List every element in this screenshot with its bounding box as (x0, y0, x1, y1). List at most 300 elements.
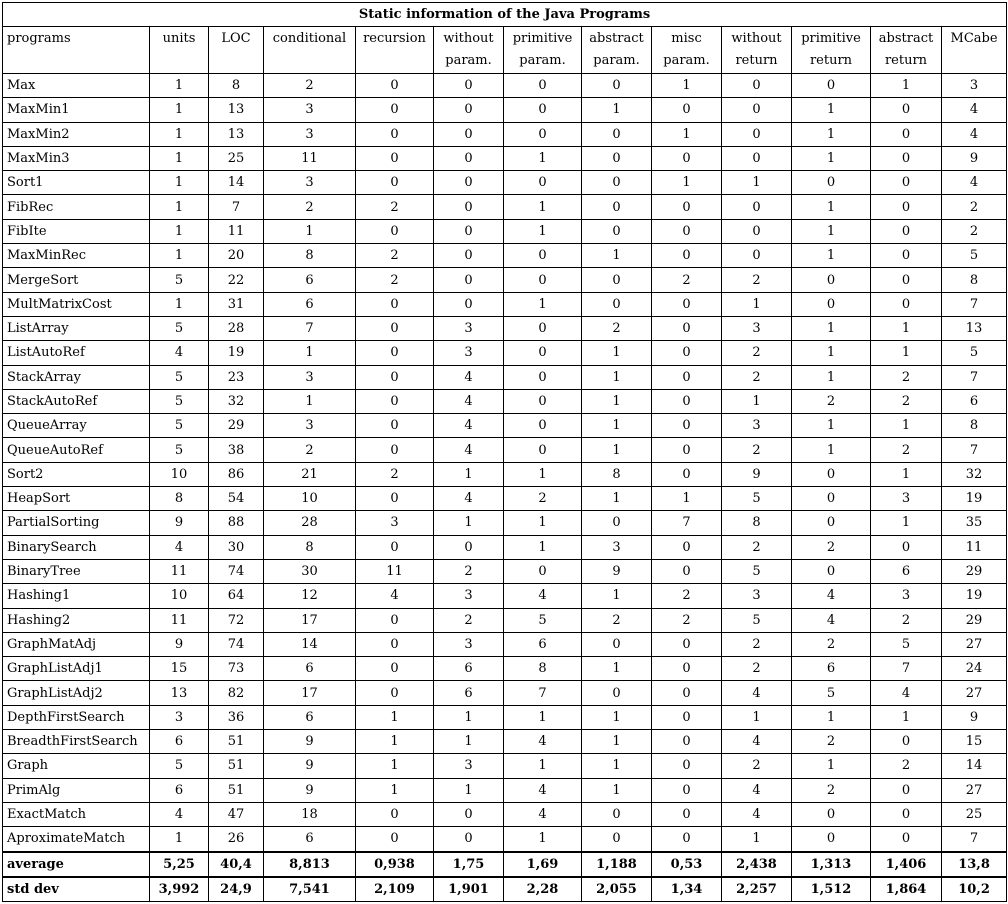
value-cell: 0 (434, 535, 504, 559)
value-cell: 0 (434, 122, 504, 146)
table-row (3, 827, 1007, 852)
column-header (942, 27, 1007, 74)
value-cell: 0 (504, 365, 582, 389)
value-cell: 1 (871, 316, 942, 340)
value-cell: 64 (209, 584, 264, 608)
column-header (434, 27, 504, 74)
program-name-cell: Sort2 (3, 462, 150, 486)
value-cell: 1 (150, 292, 209, 316)
value-cell: 1 (582, 657, 652, 681)
column-header (792, 27, 871, 74)
value-cell: 0 (652, 632, 722, 656)
value-cell: 11 (150, 559, 209, 583)
value-cell: 0 (356, 171, 434, 195)
value-cell: 4 (792, 584, 871, 608)
value-cell: 0 (871, 778, 942, 802)
value-cell: 0 (504, 268, 582, 292)
value-cell: 5 (150, 754, 209, 778)
table-row (3, 122, 1007, 146)
value-cell: 8 (150, 487, 209, 511)
value-cell: 0 (792, 462, 871, 486)
value-cell: 5 (150, 438, 209, 462)
value-cell: 2 (722, 268, 792, 292)
program-name-cell: GraphMatAdj (3, 632, 150, 656)
program-name-cell: DepthFirstSearch (3, 705, 150, 729)
program-name-cell: MergeSort (3, 268, 150, 292)
value-cell: 0 (582, 74, 652, 98)
value-cell: 0 (582, 511, 652, 535)
value-cell: 1 (722, 389, 792, 413)
value-cell: 3 (434, 754, 504, 778)
value-cell: 0 (356, 535, 434, 559)
column-header (3, 27, 150, 74)
value-cell: 26 (209, 827, 264, 852)
value-cell: 4 (434, 487, 504, 511)
value-cell: 5 (150, 389, 209, 413)
value-cell: 0 (434, 802, 504, 826)
value-cell: 4 (722, 802, 792, 826)
value-cell: 1 (871, 511, 942, 535)
value-cell: 6 (264, 292, 356, 316)
value-cell: 0,938 (356, 852, 434, 877)
program-name-cell: ExactMatch (3, 802, 150, 826)
table-row (3, 632, 1007, 656)
program-name-cell: average (3, 852, 150, 877)
value-cell: 1 (504, 462, 582, 486)
value-cell: 74 (209, 632, 264, 656)
value-cell: 1 (582, 389, 652, 413)
table-row (3, 608, 1007, 632)
value-cell: 1 (356, 705, 434, 729)
value-cell: 0 (582, 632, 652, 656)
value-cell: 1 (434, 730, 504, 754)
value-cell: 0 (652, 389, 722, 413)
program-name-cell: FibRec (3, 195, 150, 219)
value-cell: 0 (582, 146, 652, 170)
value-cell: 5 (150, 365, 209, 389)
value-cell: 4 (356, 584, 434, 608)
value-cell: 1 (150, 827, 209, 852)
value-cell: 9 (150, 632, 209, 656)
value-cell: 0 (871, 122, 942, 146)
value-cell: 0 (504, 244, 582, 268)
table-row (3, 681, 1007, 705)
value-cell: 0 (582, 681, 652, 705)
header-row (3, 27, 1007, 74)
value-cell: 1,901 (434, 877, 504, 902)
value-cell: 1 (871, 74, 942, 98)
value-cell: 0 (652, 705, 722, 729)
value-cell: 8 (942, 268, 1007, 292)
column-header (871, 27, 942, 74)
value-cell: 2 (356, 244, 434, 268)
table-row (3, 730, 1007, 754)
value-cell: 5 (150, 414, 209, 438)
value-cell: 1 (434, 778, 504, 802)
value-cell: 7 (652, 511, 722, 535)
value-cell: 7 (264, 316, 356, 340)
program-name-cell: ListAutoRef (3, 341, 150, 365)
value-cell: 1 (792, 195, 871, 219)
program-name-cell: GraphListAdj2 (3, 681, 150, 705)
value-cell: 0 (792, 511, 871, 535)
value-cell: 4 (722, 681, 792, 705)
value-cell: 88 (209, 511, 264, 535)
value-cell: 14 (209, 171, 264, 195)
value-cell: 3 (582, 535, 652, 559)
program-name-cell: StackArray (3, 365, 150, 389)
value-cell: 4 (792, 608, 871, 632)
value-cell: 1 (504, 754, 582, 778)
value-cell: 19 (942, 487, 1007, 511)
value-cell: 6 (871, 559, 942, 583)
value-cell: 2 (434, 608, 504, 632)
value-cell: 9 (942, 146, 1007, 170)
value-cell: 73 (209, 657, 264, 681)
value-cell: 1 (652, 171, 722, 195)
table-row (3, 535, 1007, 559)
value-cell: 4 (871, 681, 942, 705)
value-cell: 8 (264, 535, 356, 559)
table-body (3, 74, 1007, 902)
value-cell: 0 (652, 219, 722, 243)
value-cell: 4 (504, 730, 582, 754)
column-header (722, 27, 792, 74)
column-header-line: without (731, 31, 782, 46)
value-cell: 2 (942, 195, 1007, 219)
value-cell: 9 (942, 705, 1007, 729)
value-cell: 0 (792, 802, 871, 826)
value-cell: 4 (434, 414, 504, 438)
value-cell: 1 (582, 414, 652, 438)
value-cell: 1 (434, 462, 504, 486)
value-cell: 10 (150, 584, 209, 608)
value-cell: 1 (150, 98, 209, 122)
value-cell: 15 (942, 730, 1007, 754)
value-cell: 0 (652, 462, 722, 486)
value-cell: 38 (209, 438, 264, 462)
value-cell: 3 (434, 341, 504, 365)
value-cell: 0 (652, 316, 722, 340)
value-cell: 6 (264, 705, 356, 729)
program-name-cell: PrimAlg (3, 778, 150, 802)
value-cell: 1 (792, 146, 871, 170)
value-cell: 36 (209, 705, 264, 729)
value-cell: 2 (792, 778, 871, 802)
value-cell: 0 (652, 244, 722, 268)
value-cell: 0 (792, 292, 871, 316)
value-cell: 0 (722, 244, 792, 268)
value-cell: 1 (150, 122, 209, 146)
program-name-cell: PartialSorting (3, 511, 150, 535)
value-cell: 14 (942, 754, 1007, 778)
value-cell: 0 (792, 827, 871, 852)
table-row (3, 146, 1007, 170)
table-row (3, 316, 1007, 340)
value-cell: 8 (942, 414, 1007, 438)
value-cell: 0 (871, 802, 942, 826)
value-cell: 3 (434, 316, 504, 340)
value-cell: 0 (582, 802, 652, 826)
column-header-line: param. (519, 53, 566, 68)
value-cell: 0 (652, 414, 722, 438)
value-cell: 82 (209, 681, 264, 705)
value-cell: 3 (722, 414, 792, 438)
value-cell: 2 (871, 438, 942, 462)
value-cell: 1 (722, 171, 792, 195)
column-header-line: misc (671, 31, 702, 46)
value-cell: 0 (582, 195, 652, 219)
value-cell: 0 (434, 195, 504, 219)
column-header (582, 27, 652, 74)
value-cell: 8 (209, 74, 264, 98)
value-cell: 21 (264, 462, 356, 486)
value-cell: 0 (582, 268, 652, 292)
value-cell: 1 (582, 438, 652, 462)
value-cell: 1 (792, 122, 871, 146)
value-cell: 1,313 (792, 852, 871, 877)
value-cell: 5 (150, 268, 209, 292)
program-name-cell: BinarySearch (3, 535, 150, 559)
value-cell: 1 (792, 316, 871, 340)
value-cell: 9 (150, 511, 209, 535)
value-cell: 0 (434, 268, 504, 292)
program-name-cell: MaxMin3 (3, 146, 150, 170)
column-header-line: param. (663, 53, 710, 68)
value-cell: 3 (264, 171, 356, 195)
column-header-line: abstract (878, 31, 934, 46)
value-cell: 0 (582, 122, 652, 146)
value-cell: 0 (792, 268, 871, 292)
value-cell: 0 (652, 754, 722, 778)
value-cell: 0 (504, 438, 582, 462)
value-cell: 0 (871, 268, 942, 292)
value-cell: 8,813 (264, 852, 356, 877)
value-cell: 9 (722, 462, 792, 486)
value-cell: 3,992 (150, 877, 209, 902)
value-cell: 1 (871, 341, 942, 365)
value-cell: 6 (942, 389, 1007, 413)
value-cell: 19 (942, 584, 1007, 608)
value-cell: 7 (942, 365, 1007, 389)
value-cell: 0 (434, 74, 504, 98)
value-cell: 0 (652, 802, 722, 826)
value-cell: 2 (504, 487, 582, 511)
value-cell: 32 (209, 389, 264, 413)
value-cell: 9 (264, 778, 356, 802)
value-cell: 0 (652, 730, 722, 754)
value-cell: 2 (722, 341, 792, 365)
value-cell: 0 (356, 681, 434, 705)
value-cell: 9 (264, 730, 356, 754)
value-cell: 0 (652, 778, 722, 802)
value-cell: 2 (722, 754, 792, 778)
column-header-line: programs (7, 31, 71, 46)
value-cell: 2 (356, 195, 434, 219)
value-cell: 0 (356, 316, 434, 340)
value-cell: 1 (504, 195, 582, 219)
value-cell: 0 (652, 535, 722, 559)
value-cell: 2 (792, 632, 871, 656)
value-cell: 20 (209, 244, 264, 268)
value-cell: 0 (504, 74, 582, 98)
value-cell: 2 (722, 657, 792, 681)
value-cell: 1 (582, 244, 652, 268)
value-cell: 1,75 (434, 852, 504, 877)
column-header-line: primitive (512, 31, 573, 46)
value-cell: 8 (264, 244, 356, 268)
value-cell: 1 (504, 292, 582, 316)
value-cell: 3 (264, 365, 356, 389)
value-cell: 0 (792, 487, 871, 511)
value-cell: 6 (504, 632, 582, 656)
value-cell: 1 (504, 219, 582, 243)
value-cell: 0 (356, 365, 434, 389)
value-cell: 2 (356, 268, 434, 292)
value-cell: 1 (792, 98, 871, 122)
value-cell: 0 (652, 292, 722, 316)
value-cell: 1 (356, 730, 434, 754)
value-cell: 23 (209, 365, 264, 389)
value-cell: 11 (942, 535, 1007, 559)
value-cell: 1 (356, 754, 434, 778)
column-header-line: primitive (801, 31, 861, 46)
value-cell: 18 (264, 802, 356, 826)
value-cell: 0 (792, 171, 871, 195)
value-cell: 0 (871, 171, 942, 195)
program-name-cell: FibIte (3, 219, 150, 243)
value-cell: 2 (652, 584, 722, 608)
value-cell: 1 (582, 778, 652, 802)
value-cell: 0 (652, 365, 722, 389)
value-cell: 24 (942, 657, 1007, 681)
value-cell: 1 (150, 171, 209, 195)
value-cell: 2 (652, 268, 722, 292)
value-cell: 4 (942, 171, 1007, 195)
value-cell: 2 (264, 195, 356, 219)
table-row (3, 559, 1007, 583)
table-row (3, 98, 1007, 122)
value-cell: 1 (722, 827, 792, 852)
column-header-line: param. (593, 53, 640, 68)
value-cell: 1 (504, 146, 582, 170)
table-row (3, 292, 1007, 316)
value-cell: 3 (264, 98, 356, 122)
table-row (3, 414, 1007, 438)
value-cell: 0 (356, 146, 434, 170)
value-cell: 5 (150, 316, 209, 340)
value-cell: 1 (150, 74, 209, 98)
value-cell: 0 (356, 657, 434, 681)
value-cell: 0 (722, 146, 792, 170)
value-cell: 2 (871, 608, 942, 632)
value-cell: 3 (942, 74, 1007, 98)
value-cell: 13 (942, 316, 1007, 340)
value-cell: 0 (871, 292, 942, 316)
value-cell: 22 (209, 268, 264, 292)
program-name-cell: StackAutoRef (3, 389, 150, 413)
value-cell: 4 (150, 535, 209, 559)
value-cell: 0 (434, 219, 504, 243)
value-cell: 29 (942, 608, 1007, 632)
value-cell: 1 (582, 705, 652, 729)
value-cell: 2,28 (504, 877, 582, 902)
value-cell: 29 (942, 559, 1007, 583)
value-cell: 1 (356, 778, 434, 802)
value-cell: 0 (582, 827, 652, 852)
value-cell: 1 (792, 365, 871, 389)
value-cell: 1 (264, 219, 356, 243)
value-cell: 1 (722, 292, 792, 316)
value-cell: 1 (582, 754, 652, 778)
value-cell: 13 (209, 98, 264, 122)
table-row (3, 754, 1007, 778)
value-cell: 0 (434, 171, 504, 195)
value-cell: 27 (942, 778, 1007, 802)
value-cell: 0 (582, 219, 652, 243)
value-cell: 1 (150, 219, 209, 243)
value-cell: 1 (652, 487, 722, 511)
value-cell: 17 (264, 681, 356, 705)
value-cell: 11 (150, 608, 209, 632)
value-cell: 2,257 (722, 877, 792, 902)
column-header-line: LOC (221, 31, 251, 46)
value-cell: 1,512 (792, 877, 871, 902)
column-header-line: MCabe (950, 31, 998, 46)
table-row (3, 341, 1007, 365)
program-name-cell: HeapSort (3, 487, 150, 511)
value-cell: 2 (792, 730, 871, 754)
column-header-line: recursion (363, 31, 426, 46)
program-name-cell: MaxMin2 (3, 122, 150, 146)
program-name-cell: GraphListAdj1 (3, 657, 150, 681)
value-cell: 5 (504, 608, 582, 632)
value-cell: 2 (264, 74, 356, 98)
value-cell: 0 (871, 98, 942, 122)
value-cell: 1,34 (652, 877, 722, 902)
value-cell: 1 (582, 365, 652, 389)
value-cell: 8 (504, 657, 582, 681)
value-cell: 72 (209, 608, 264, 632)
value-cell: 9 (264, 754, 356, 778)
column-header (150, 27, 209, 74)
value-cell: 8 (582, 462, 652, 486)
program-name-cell: Sort1 (3, 171, 150, 195)
value-cell: 1 (652, 74, 722, 98)
table-row (3, 705, 1007, 729)
value-cell: 0 (722, 122, 792, 146)
value-cell: 0 (652, 681, 722, 705)
program-name-cell: std dev (3, 877, 150, 902)
value-cell: 2 (264, 438, 356, 462)
value-cell: 0 (356, 341, 434, 365)
value-cell: 1 (792, 438, 871, 462)
table-caption: Static information of the Java Programs (3, 3, 1007, 27)
column-header-line: units (162, 31, 196, 46)
value-cell: 1 (504, 705, 582, 729)
value-cell: 1,864 (871, 877, 942, 902)
value-cell: 2 (582, 608, 652, 632)
value-cell: 4 (504, 802, 582, 826)
value-cell: 0 (356, 802, 434, 826)
value-cell: 4 (434, 389, 504, 413)
value-cell: 1 (792, 705, 871, 729)
value-cell: 2 (722, 438, 792, 462)
value-cell: 0 (652, 195, 722, 219)
column-header-line: return (735, 53, 778, 68)
value-cell: 2 (722, 365, 792, 389)
value-cell: 7 (942, 292, 1007, 316)
